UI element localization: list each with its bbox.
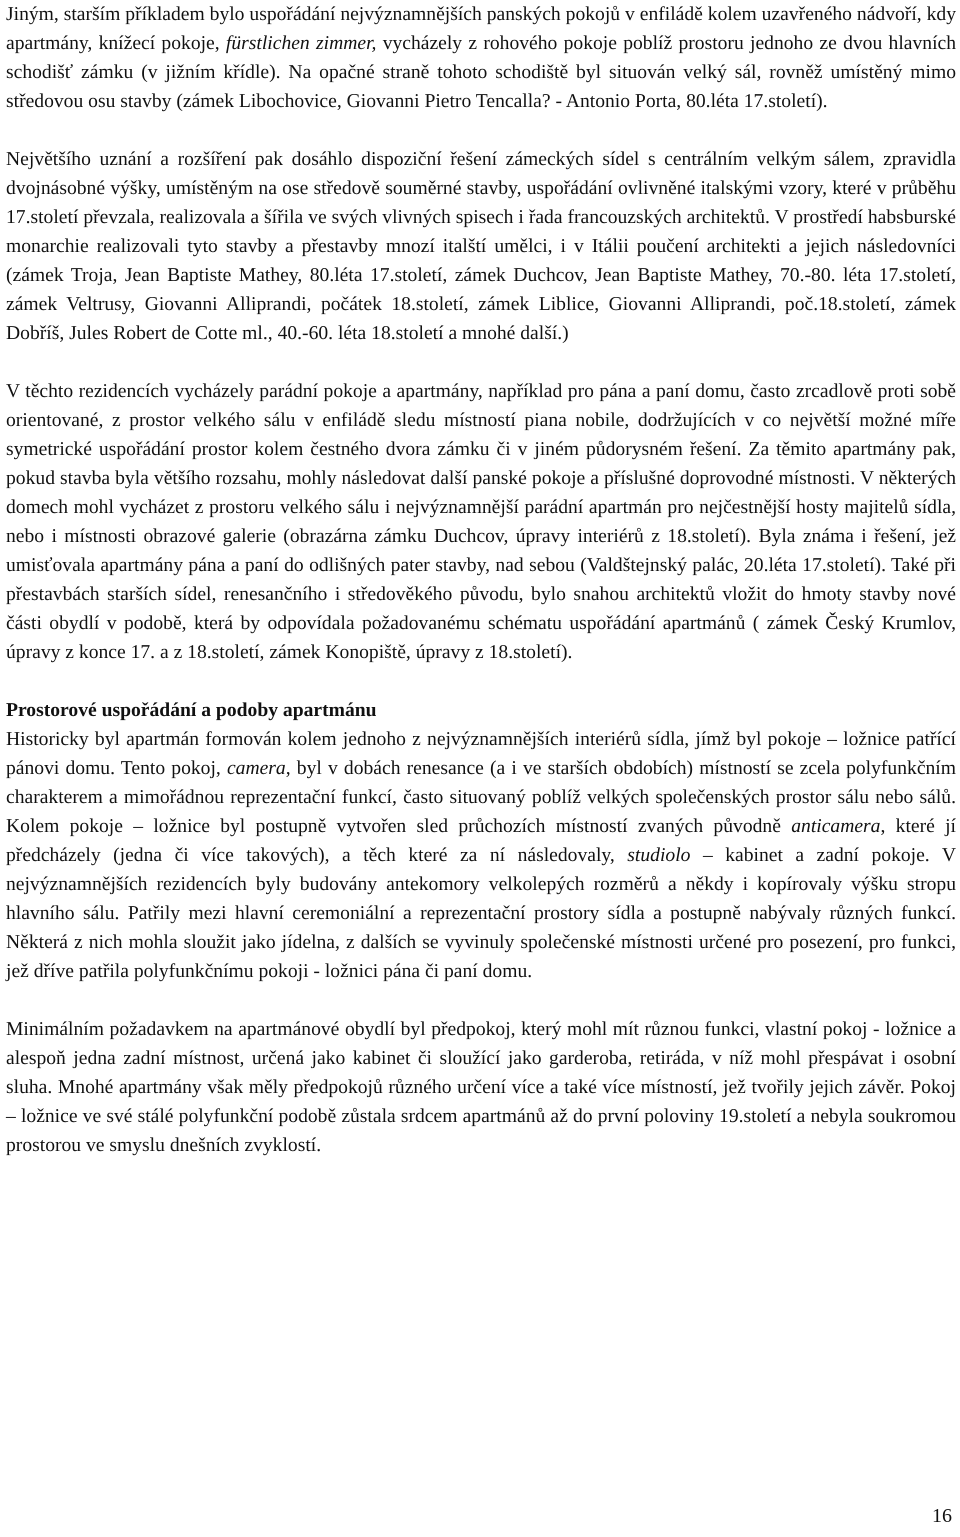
- paragraph-1-italic-term: fürstlichen zimmer,: [225, 33, 377, 54]
- paragraph-5: Minimálním požadavkem na apartmánové obydlí byl předpokoj, který mohl mít různou funkci, vlastní pokoj - ložnice a alespoň jedna zadní místnost, určená jako kabinet či sloužící jako garderoba, retiráda, v níž mohl přespávat i osobní sluha. Mnohé apartmány však měly předpokojů různého určení více a také více místností, jež tvořily jejich závěr. Pokoj – ložnice ve své stálé polyfunkční podobě zůstala srdcem apartmánů až do první poloviny 19.století a nebyla soukromou prostorou ve smyslu dnešních zvyklostí.: [6, 1019, 956, 1156]
- paragraph-1: [6, 0, 956, 116]
- document-page: [6, 0, 956, 1160]
- paragraph-3: V těchto rezidencích vycházely parádní pokoje a apartmány, například pro pána a paní domu, často zrcadlově proti sobě orientované, z prostor velkého sálu v enfiládě sledu místností piana nobile, dodržujících v co největší možné míře symetrické uspořádání prostor kolem čestného dvora zámku či v jiném půdorysném řešení. Za těmito apartmány pak, pokud stavba byla většího rozsahu, mohly následovat další panské pokoje a příslušné doprovodné místnosti. V některých domech mohl vycházet z prostoru velkého sálu i nejvýznamnější parádní apartmán pro nejčestnější hosty majitelů sídla, nebo i místnosti obrazové galerie (obrazárna zámku Duchcov, úpravy interiérů z 18.století). Byla známa i řešení, jež umisťovala apartmány pána a paní do odlišných pater stavby, nad sebou (Valdštejnský palác, 20.léta 17.století). Také při přestavbách starších sídel, renesančního i středověkého původu, bylo snahou architektů vložit do hmoty stavby nové části obydlí v podobě, která by odpovídala požadovanému schématu uspořádání apartmánů ( zámek Český Krumlov, úpravy z konce 17. a z 18.století, zámek Konopiště, úpravy z 18.století).: [6, 381, 956, 663]
- section-heading: Prostorové uspořádání a podoby apartmánu: [6, 700, 377, 721]
- paragraph-1-text-b: vycházely z rohového pokoje poblíž prostoru jednoho ze dvou hlavních schodišť zámku (v jižním křídle). Na opačné straně tohoto schodiště byl situován velký sál, rovněž umístěný mimo středovou osu stavby (zámek Libochovice, Giovanni Pietro Tencalla? - Antonio Porta, 80.léta 17.století).: [6, 33, 957, 112]
- paragraph-4-text-b: , byl v dobách renesance (a i ve starších obdobích) místností se zcela polyfunkčním charakterem a mimořádnou reprezentační funkcí, často situovaný poblíž velkých společenských prostor sálu nebo sálů. Kolem pokoje – ložnice byl postupně vytvořen sled průchozích místností zvaných původně: [6, 758, 956, 837]
- paragraph-4-text-d: – kabinet a zadní pokoje. V nejvýznamnějších rezidencích byly budovány antekomory velkolepých rozměrů a někdy i kopírovaly výšku stropu hlavního sálu. Patřily mezi hlavní ceremoniální a reprezentační prostory sídla a postupně nabývaly různých funkcí. Některá z nich mohla sloužit jako jídelna, z dalších se vyvinuly společenské místnosti určené pro posezení, pro funkci, jež dříve patřila polyfunkčnímu pokoji - ložnici pána či paní domu.: [6, 845, 956, 982]
- paragraph-4-text-c: , které jí předcházely (jedna či více takových), a těch které za ní následovaly,: [6, 816, 957, 866]
- paragraph-4-italic-camera: camera: [226, 758, 286, 779]
- paragraph-4-italic-anticamera: anticamera: [791, 816, 881, 837]
- paragraph-4-text-a: Historicky byl apartmán formován kolem jednoho z nejvýznamnějších interiérů sídla, jímž byl pokoje – ložnice patřící pánovi domu. Tento pokoj,: [6, 729, 956, 779]
- paragraph-2: Největšího uznání a rozšíření pak dosáhlo dispoziční řešení zámeckých sídel s centrálním velkým sálem, zpravidla dvojnásobné výšky, umístěným na ose středově souměrné stavby, uspořádání ovlivněné italskými vzory, které v průběhu 17.století převzala, realizovala a šířila ve svých vlivných spisech i řada francouzských architektů. V prostředí habsburské monarchie realizovali tyto stavby a přestavby mnozí italští umělci, i v Itálii poučení architekti a jejich následovníci (zámek Troja, Jean Baptiste Mathey, 80.léta 17.století, zámek Duchcov, Jean Baptiste Mathey, 70.-80. léta 17.století, zámek Veltrusy, Giovanni Alliprandi, počátek 18.století, zámek Liblice, Giovanni Alliprandi, poč.18.století, zámek Dobříš, Jules Robert de Cotte ml., 40.-60. léta 18.století a mnohé další.): [6, 149, 956, 344]
- paragraph-1-text-a: Jiným, starším příkladem bylo uspořádání nejvýznamnějších panských pokojů v enfiládě kolem uzavřeného nádvoří, kdy apartmány, knížecí pokoje,: [6, 4, 956, 54]
- paragraph-4-italic-studiolo: studiolo: [627, 845, 691, 866]
- paragraph-4: [6, 725, 956, 986]
- page-number: 16: [932, 1505, 952, 1527]
